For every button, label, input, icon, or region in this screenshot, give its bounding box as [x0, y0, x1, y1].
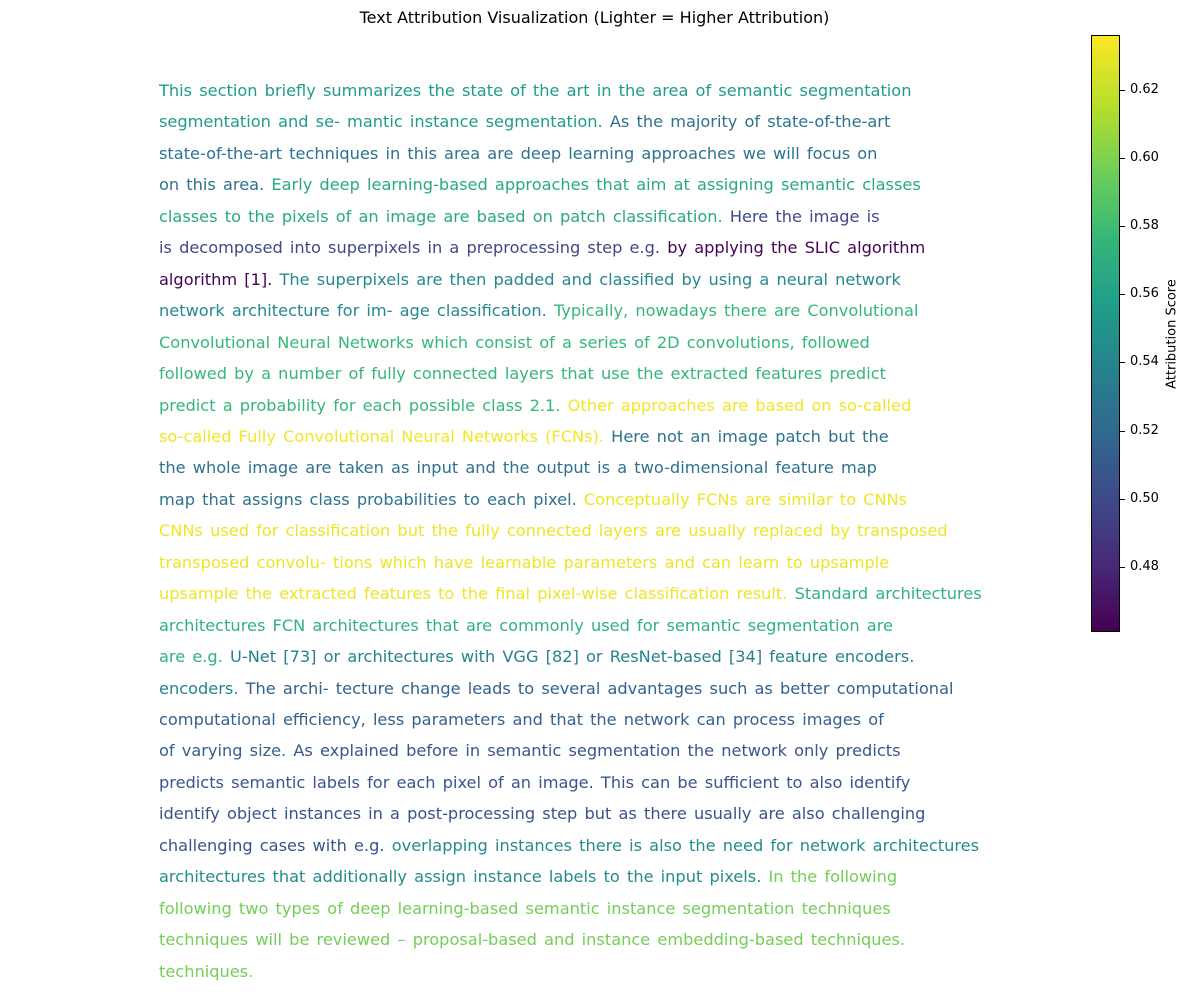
attributed-span: This section briefly summarizes the state of the art in the area of semantic segmentation	[159, 81, 912, 100]
colorbar-tick	[1120, 567, 1125, 568]
attributed-span: state-of-the-art techniques in this area are deep learning approaches we will focus on	[159, 143, 878, 163]
colorbar-tick-label: 0.60	[1130, 149, 1159, 165]
text-line	[159, 703, 884, 737]
attributed-span: the whole image are taken as input and the output is a two-dimensional feature map	[159, 458, 877, 478]
text-line	[159, 483, 907, 517]
text-line	[159, 923, 905, 957]
colorbar-tick	[1120, 90, 1125, 91]
text-line	[159, 797, 925, 831]
text-line	[159, 294, 918, 328]
attributed-span: on this area.	[159, 175, 265, 195]
colorbar-tick	[1120, 362, 1125, 363]
text-line	[159, 577, 982, 611]
attributed-span: so-called Fully Convolutional Neural Networks (FCNs).	[159, 426, 604, 446]
text-line	[159, 105, 890, 139]
attributed-span: Standard architectures	[787, 584, 982, 604]
colorbar-tick-label: 0.62	[1130, 81, 1159, 97]
attributed-span: In the following	[761, 867, 898, 887]
attributed-span: Convolutional Neural Networks which consist of a series of 2D convolutions, followed	[159, 332, 870, 352]
attributed-span: Typically, nowadays there are Convolutional	[546, 301, 919, 321]
attributed-span: challenging cases with e.g.	[159, 835, 385, 855]
text-line	[159, 357, 886, 391]
attributed-span: computational efficiency, less parameters and that the network can process images of	[159, 710, 884, 729]
attributed-span: architectures that additionally assign instance labels to the input pixels.	[159, 867, 762, 887]
attributed-span: is decomposed into superpixels in a preprocessing step e.g.	[159, 238, 661, 258]
colorbar-tick	[1120, 499, 1125, 500]
attributed-span: architectures FCN architectures that are commonly used for semantic segmentation are	[159, 615, 893, 635]
colorbar-tick	[1120, 431, 1125, 432]
text-line	[159, 326, 870, 360]
attributed-span: CNNs used for classification but the fully connected layers are usually replaced by transposed	[159, 521, 948, 541]
attributed-span: The superpixels are then padded and classified by using a neural network	[272, 269, 901, 289]
text-line	[159, 74, 911, 108]
colorbar-tick	[1120, 226, 1125, 227]
attributed-span: Early deep learning-based approaches that aim at assigning semantic classes	[264, 175, 921, 195]
colorbar-tick	[1120, 158, 1125, 159]
colorbar-tick-label: 0.54	[1130, 354, 1159, 370]
text-line	[159, 514, 948, 548]
text-line	[159, 137, 877, 171]
text-line	[159, 955, 253, 989]
text-line	[159, 420, 889, 454]
attributed-span: techniques.	[159, 961, 254, 981]
text-line	[159, 231, 925, 265]
attributed-span: by applying the SLIC algorithm	[660, 238, 926, 258]
text-line	[159, 609, 893, 643]
attributed-span: identify object instances in a post-processing step but as there usually are also challenging	[159, 804, 926, 824]
attributed-span: following two types of deep learning-based semantic instance segmentation techniques	[159, 898, 891, 918]
attributed-span: predict a probability for each possible class 2.1.	[159, 395, 561, 415]
text-line	[159, 860, 897, 894]
attributed-span: techniques will be reviewed – proposal-based and instance embedding-based techniques.	[159, 930, 906, 950]
colorbar-tick-label: 0.50	[1130, 490, 1159, 506]
attributed-span: are e.g.	[159, 647, 223, 667]
attributed-span: map that assigns class probabilities to each pixel.	[159, 489, 577, 509]
attributed-span: predicts semantic labels for each pixel of an image.	[159, 772, 594, 792]
attributed-span: overlapping instances there is also the need for network architectures	[384, 835, 980, 855]
text-line	[159, 451, 877, 485]
colorbar-tick-label: 0.48	[1130, 559, 1159, 575]
text-line	[159, 766, 910, 800]
text-line	[159, 168, 921, 202]
attributed-span: transposed convolu- tions which have learnable parameters and can learn to upsample	[159, 552, 890, 572]
attributed-span: upsample the extracted features to the final pixel-wise classification result.	[159, 584, 788, 604]
attributed-span: classes to the pixels of an image are based on patch classification.	[159, 206, 723, 226]
text-line	[159, 263, 901, 297]
text-line	[159, 672, 954, 706]
attributed-span: followed by a number of fully connected layers that use the extracted features predict	[159, 364, 886, 384]
attributed-span: Here not an image patch but the	[604, 426, 889, 446]
colorbar-tick-label: 0.52	[1130, 422, 1159, 438]
text-line	[159, 200, 880, 234]
colorbar-tick-label: 0.58	[1130, 218, 1159, 234]
attributed-span: encoders.	[159, 678, 239, 698]
text-line	[159, 546, 889, 580]
colorbar-tick-label: 0.56	[1130, 286, 1159, 302]
attributed-span: As explained before in semantic segmentation the network only predicts	[286, 741, 901, 761]
colorbar	[1091, 35, 1120, 632]
attributed-span: U-Net [73] or architectures with VGG [82] or ResNet-based [34] feature encoders.	[222, 647, 915, 667]
attributed-span: As the majority of state-of-the-art	[602, 112, 891, 132]
attributed-span: segmentation and se- mantic instance segmentation.	[159, 112, 603, 132]
attributed-span: algorithm [1].	[159, 269, 273, 289]
text-line	[159, 389, 911, 423]
attributed-span: Other approaches are based on so-called	[560, 395, 912, 415]
attributed-span: Here the image is	[722, 206, 880, 226]
attributed-span: network architecture for im- age classification.	[159, 301, 547, 321]
attributed-span: of varying size.	[159, 741, 287, 761]
text-line	[159, 640, 914, 674]
attributed-span: Conceptually FCNs are similar to CNNs	[576, 489, 908, 509]
chart-title: Text Attribution Visualization (Lighter = Higher Attribution)	[359, 8, 830, 27]
colorbar-label: Attribution Score	[1164, 279, 1180, 389]
colorbar-tick	[1120, 294, 1125, 295]
attributed-span: The archi- tecture change leads to several advantages such as better computational	[238, 678, 954, 698]
text-line	[159, 892, 891, 926]
text-line	[159, 829, 979, 863]
attributed-span: This can be sufficient to also identify	[593, 772, 911, 792]
text-line	[159, 734, 901, 768]
